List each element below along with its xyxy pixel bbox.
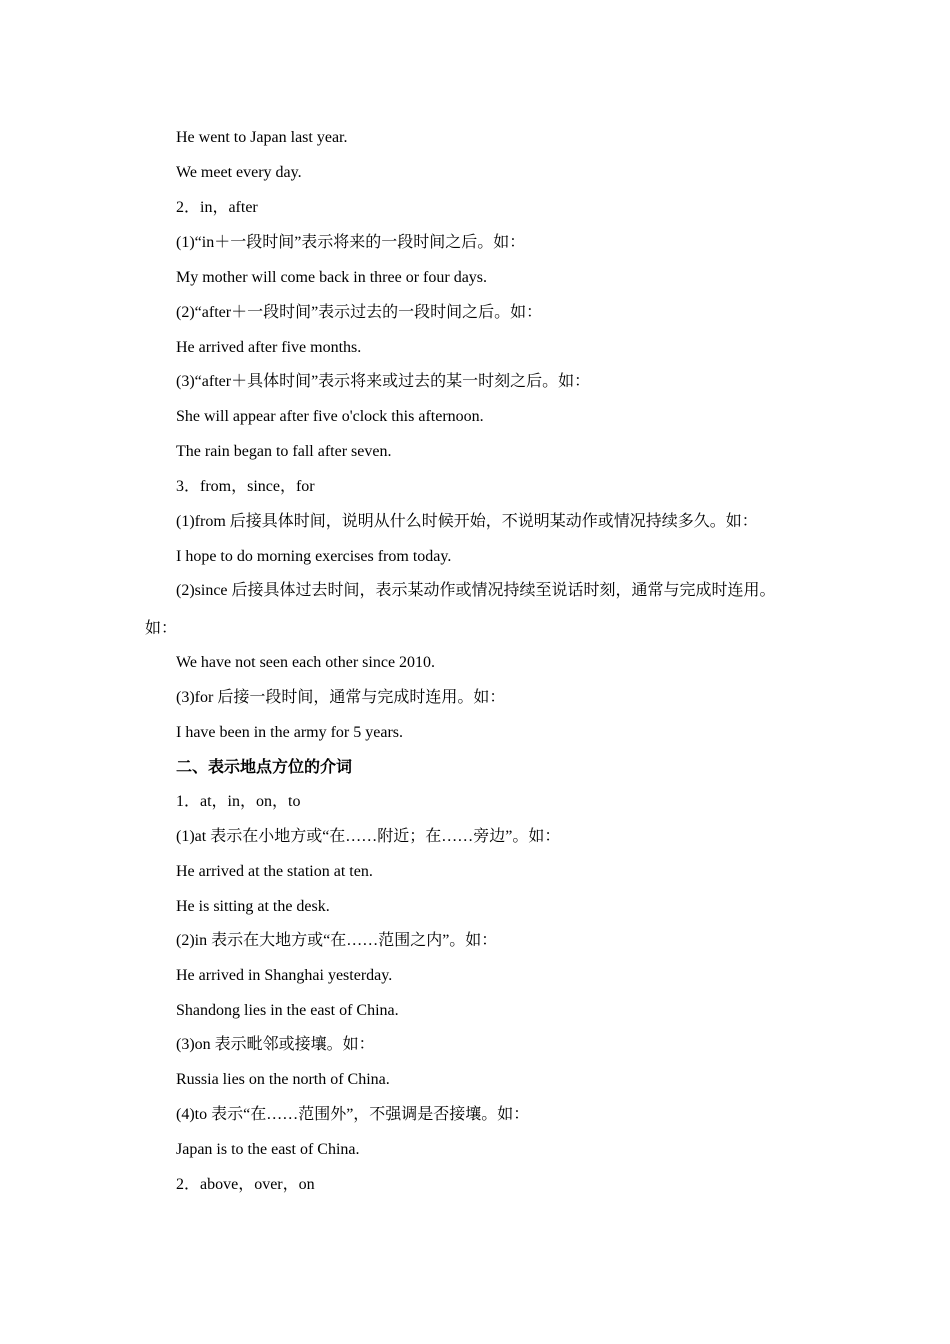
example-sentence: He arrived at the station at ten.: [176, 863, 373, 880]
rule-text: (3)for 后接一段时间，通常与完成时连用。如：: [176, 689, 506, 706]
subsection-heading: 1．at，in，on，to: [176, 793, 301, 810]
example-sentence: I have been in the army for 5 years.: [176, 724, 404, 741]
rule-text: (2)in 表示在大地方或“在……范围之内”。如：: [176, 932, 498, 949]
example-sentence: Japan is to the east of China.: [176, 1141, 360, 1158]
example-sentence: Russia lies on the north of China.: [176, 1071, 390, 1088]
subsection-heading: 2．above，over，on: [176, 1176, 315, 1193]
section-heading: 二、表示地点方位的介词: [176, 759, 353, 776]
rule-text: (2)since 后接具体过去时间，表示某动作或情况持续至说话时刻，通常与完成时连用。: [176, 582, 776, 599]
example-sentence: The rain began to fall after seven.: [176, 443, 392, 460]
rule-text: (1)at 表示在小地方或“在……附近；在……旁边”。如：: [176, 828, 561, 845]
subsection-heading: 3．from，since，for: [176, 478, 315, 495]
rule-text: (2)“after＋一段时间”表示过去的一段时间之后。如：: [176, 304, 543, 321]
example-sentence: We have not seen each other since 2010.: [176, 654, 436, 671]
example-sentence: He is sitting at the desk.: [176, 898, 330, 915]
example-sentence: He arrived after five months.: [176, 339, 362, 356]
rule-text: (3)“after＋具体时间”表示将来或过去的某一时刻之后。如：: [176, 373, 591, 390]
rule-text-continuation: 如：: [145, 620, 178, 637]
rule-text: (3)on 表示毗邻或接壤。如：: [176, 1036, 375, 1053]
rule-text: (1)“in＋一段时间”表示将来的一段时间之后。如：: [176, 234, 526, 251]
example-sentence: He went to Japan last year.: [176, 129, 348, 146]
example-sentence: I hope to do morning exercises from today.: [176, 548, 452, 565]
example-sentence: Shandong lies in the east of China.: [176, 1002, 399, 1019]
rule-text: (4)to 表示“在……范围外”，不强调是否接壤。如：: [176, 1106, 530, 1123]
example-sentence: My mother will come back in three or four days.: [176, 269, 488, 286]
example-sentence: He arrived in Shanghai yesterday.: [176, 967, 393, 984]
example-sentence: We meet every day.: [176, 164, 302, 181]
rule-text: (1)from 后接具体时间，说明从什么时候开始，不说明某动作或情况持续多久。如：: [176, 513, 758, 530]
example-sentence: She will appear after five o'clock this afternoon.: [176, 408, 484, 425]
subsection-heading: 2．in，after: [176, 199, 258, 216]
